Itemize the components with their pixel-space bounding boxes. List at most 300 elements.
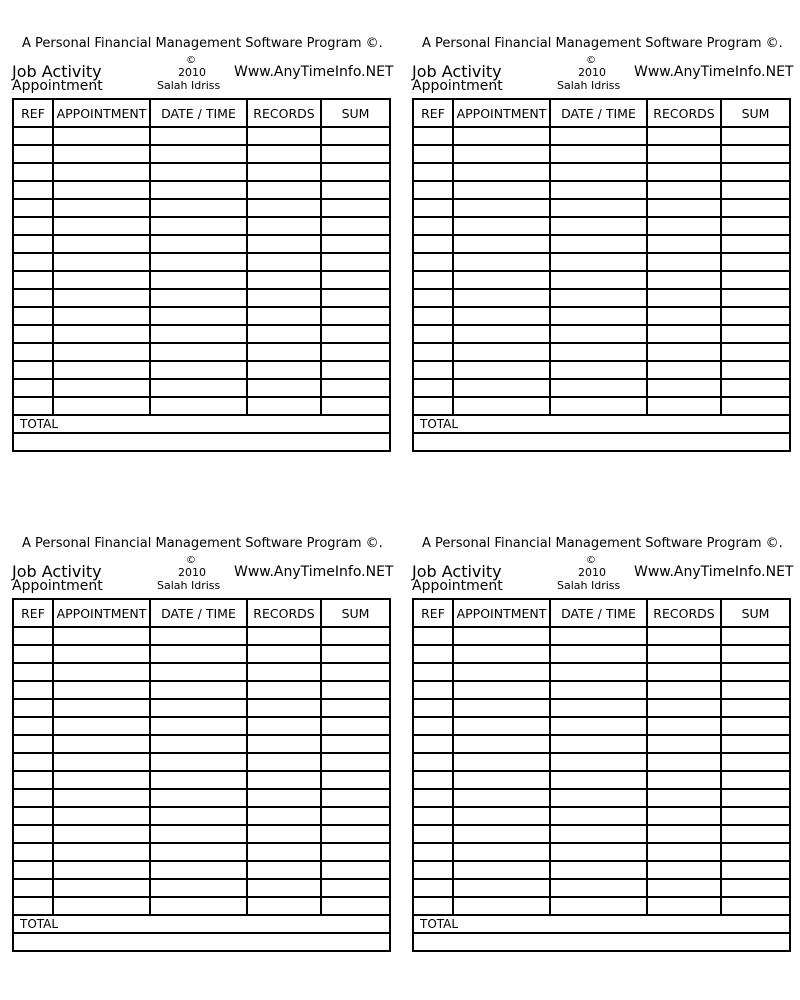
cell-date-time[interactable] [150,807,247,825]
cell-sum[interactable] [321,753,390,771]
cell-appointment[interactable] [453,181,550,199]
cell-sum[interactable] [721,843,790,861]
cell-ref[interactable] [13,861,53,879]
cell-sum[interactable] [321,397,390,415]
cell-date-time[interactable] [550,789,647,807]
cell-appointment[interactable] [453,735,550,753]
cell-ref[interactable] [413,771,453,789]
cell-records[interactable] [247,379,321,397]
cell-appointment[interactable] [453,325,550,343]
cell-records[interactable] [647,397,721,415]
cell-date-time[interactable] [550,145,647,163]
cell-sum[interactable] [321,897,390,915]
cell-date-time[interactable] [150,145,247,163]
cell-ref[interactable] [413,789,453,807]
cell-appointment[interactable] [453,235,550,253]
cell-ref[interactable] [413,663,453,681]
cell-sum[interactable] [721,627,790,645]
cell-records[interactable] [647,307,721,325]
cell-date-time[interactable] [550,753,647,771]
cell-ref[interactable] [413,717,453,735]
cell-ref[interactable] [13,627,53,645]
cell-date-time[interactable] [550,217,647,235]
cell-appointment[interactable] [53,163,150,181]
cell-ref[interactable] [413,681,453,699]
cell-records[interactable] [247,343,321,361]
cell-appointment[interactable] [453,663,550,681]
cell-sum[interactable] [321,217,390,235]
cell-records[interactable] [247,807,321,825]
cell-appointment[interactable] [453,343,550,361]
cell-date-time[interactable] [550,361,647,379]
cell-appointment[interactable] [53,307,150,325]
cell-date-time[interactable] [150,397,247,415]
cell-ref[interactable] [413,379,453,397]
cell-appointment[interactable] [53,879,150,897]
cell-date-time[interactable] [150,289,247,307]
cell-date-time[interactable] [550,397,647,415]
total-value-cell[interactable] [13,433,390,451]
cell-records[interactable] [247,879,321,897]
cell-date-time[interactable] [150,825,247,843]
cell-records[interactable] [247,271,321,289]
cell-records[interactable] [247,307,321,325]
cell-appointment[interactable] [53,735,150,753]
cell-ref[interactable] [13,361,53,379]
cell-date-time[interactable] [550,289,647,307]
cell-records[interactable] [647,681,721,699]
cell-records[interactable] [647,235,721,253]
cell-records[interactable] [247,627,321,645]
cell-sum[interactable] [321,163,390,181]
cell-date-time[interactable] [550,627,647,645]
cell-appointment[interactable] [453,699,550,717]
cell-appointment[interactable] [453,717,550,735]
cell-appointment[interactable] [53,789,150,807]
cell-appointment[interactable] [53,397,150,415]
cell-records[interactable] [647,379,721,397]
cell-records[interactable] [247,397,321,415]
cell-ref[interactable] [13,663,53,681]
cell-ref[interactable] [413,145,453,163]
cell-date-time[interactable] [550,771,647,789]
cell-appointment[interactable] [53,717,150,735]
cell-date-time[interactable] [150,271,247,289]
cell-date-time[interactable] [150,789,247,807]
cell-sum[interactable] [321,681,390,699]
cell-ref[interactable] [413,235,453,253]
cell-records[interactable] [647,627,721,645]
cell-sum[interactable] [721,753,790,771]
cell-ref[interactable] [13,325,53,343]
cell-ref[interactable] [413,397,453,415]
cell-appointment[interactable] [453,645,550,663]
cell-records[interactable] [247,217,321,235]
cell-sum[interactable] [321,361,390,379]
cell-records[interactable] [647,145,721,163]
cell-appointment[interactable] [453,879,550,897]
cell-ref[interactable] [413,807,453,825]
cell-appointment[interactable] [53,325,150,343]
cell-ref[interactable] [413,897,453,915]
cell-appointment[interactable] [453,127,550,145]
cell-date-time[interactable] [150,771,247,789]
cell-sum[interactable] [721,879,790,897]
cell-ref[interactable] [13,699,53,717]
cell-sum[interactable] [321,717,390,735]
cell-sum[interactable] [321,253,390,271]
cell-appointment[interactable] [453,199,550,217]
cell-records[interactable] [647,861,721,879]
cell-ref[interactable] [413,861,453,879]
cell-records[interactable] [247,771,321,789]
cell-records[interactable] [647,843,721,861]
cell-ref[interactable] [13,843,53,861]
cell-records[interactable] [647,663,721,681]
cell-ref[interactable] [413,325,453,343]
cell-date-time[interactable] [150,181,247,199]
cell-date-time[interactable] [150,627,247,645]
cell-appointment[interactable] [53,645,150,663]
cell-records[interactable] [247,789,321,807]
cell-date-time[interactable] [550,861,647,879]
cell-ref[interactable] [413,289,453,307]
cell-date-time[interactable] [550,807,647,825]
cell-appointment[interactable] [53,181,150,199]
cell-ref[interactable] [413,753,453,771]
cell-sum[interactable] [721,379,790,397]
cell-ref[interactable] [413,163,453,181]
cell-sum[interactable] [321,879,390,897]
cell-ref[interactable] [413,127,453,145]
cell-date-time[interactable] [150,897,247,915]
cell-date-time[interactable] [150,753,247,771]
cell-records[interactable] [247,325,321,343]
cell-appointment[interactable] [53,897,150,915]
cell-ref[interactable] [13,879,53,897]
cell-ref[interactable] [413,879,453,897]
cell-ref[interactable] [13,145,53,163]
cell-sum[interactable] [321,181,390,199]
cell-sum[interactable] [721,861,790,879]
cell-ref[interactable] [413,217,453,235]
cell-sum[interactable] [321,325,390,343]
cell-ref[interactable] [13,307,53,325]
cell-ref[interactable] [413,843,453,861]
cell-date-time[interactable] [550,199,647,217]
cell-sum[interactable] [321,145,390,163]
cell-sum[interactable] [721,271,790,289]
cell-date-time[interactable] [550,163,647,181]
cell-date-time[interactable] [550,735,647,753]
cell-sum[interactable] [321,735,390,753]
cell-appointment[interactable] [53,681,150,699]
cell-date-time[interactable] [150,127,247,145]
cell-appointment[interactable] [53,289,150,307]
cell-ref[interactable] [13,735,53,753]
cell-sum[interactable] [721,217,790,235]
cell-date-time[interactable] [550,325,647,343]
cell-ref[interactable] [13,397,53,415]
cell-date-time[interactable] [550,645,647,663]
cell-sum[interactable] [721,825,790,843]
cell-sum[interactable] [721,253,790,271]
total-value-cell[interactable] [413,933,790,951]
cell-appointment[interactable] [53,699,150,717]
cell-ref[interactable] [413,735,453,753]
cell-records[interactable] [247,253,321,271]
cell-records[interactable] [647,253,721,271]
cell-ref[interactable] [13,127,53,145]
cell-sum[interactable] [721,181,790,199]
cell-records[interactable] [647,699,721,717]
cell-sum[interactable] [721,789,790,807]
cell-records[interactable] [247,663,321,681]
cell-appointment[interactable] [53,807,150,825]
cell-ref[interactable] [13,825,53,843]
cell-sum[interactable] [721,307,790,325]
cell-records[interactable] [247,361,321,379]
cell-records[interactable] [247,861,321,879]
cell-ref[interactable] [13,717,53,735]
cell-sum[interactable] [721,163,790,181]
cell-sum[interactable] [321,843,390,861]
total-value-cell[interactable] [13,933,390,951]
cell-sum[interactable] [721,397,790,415]
cell-ref[interactable] [13,789,53,807]
total-value-cell[interactable] [413,433,790,451]
cell-records[interactable] [247,199,321,217]
cell-date-time[interactable] [550,253,647,271]
cell-records[interactable] [247,235,321,253]
cell-records[interactable] [247,843,321,861]
cell-appointment[interactable] [453,307,550,325]
cell-date-time[interactable] [150,325,247,343]
cell-records[interactable] [647,879,721,897]
cell-appointment[interactable] [53,825,150,843]
cell-date-time[interactable] [150,343,247,361]
cell-ref[interactable] [413,645,453,663]
cell-date-time[interactable] [550,879,647,897]
cell-date-time[interactable] [550,235,647,253]
cell-appointment[interactable] [453,627,550,645]
cell-date-time[interactable] [150,735,247,753]
cell-appointment[interactable] [453,789,550,807]
cell-sum[interactable] [721,325,790,343]
cell-ref[interactable] [13,807,53,825]
cell-appointment[interactable] [53,843,150,861]
cell-sum[interactable] [321,789,390,807]
cell-date-time[interactable] [550,379,647,397]
cell-sum[interactable] [321,271,390,289]
cell-records[interactable] [247,897,321,915]
cell-date-time[interactable] [550,307,647,325]
cell-appointment[interactable] [53,235,150,253]
cell-sum[interactable] [721,199,790,217]
cell-sum[interactable] [721,897,790,915]
cell-records[interactable] [647,361,721,379]
cell-appointment[interactable] [453,681,550,699]
cell-records[interactable] [647,199,721,217]
cell-records[interactable] [647,343,721,361]
cell-sum[interactable] [321,289,390,307]
cell-records[interactable] [647,289,721,307]
cell-date-time[interactable] [550,825,647,843]
cell-appointment[interactable] [453,271,550,289]
cell-appointment[interactable] [53,379,150,397]
cell-records[interactable] [647,217,721,235]
cell-sum[interactable] [721,807,790,825]
cell-date-time[interactable] [150,879,247,897]
cell-records[interactable] [247,145,321,163]
cell-date-time[interactable] [150,217,247,235]
cell-ref[interactable] [413,825,453,843]
cell-ref[interactable] [13,289,53,307]
cell-ref[interactable] [13,771,53,789]
cell-ref[interactable] [13,199,53,217]
cell-records[interactable] [647,735,721,753]
cell-sum[interactable] [721,343,790,361]
cell-sum[interactable] [721,663,790,681]
cell-appointment[interactable] [53,127,150,145]
cell-ref[interactable] [13,253,53,271]
cell-ref[interactable] [413,199,453,217]
cell-date-time[interactable] [550,181,647,199]
cell-appointment[interactable] [53,253,150,271]
cell-date-time[interactable] [150,379,247,397]
cell-sum[interactable] [321,379,390,397]
cell-date-time[interactable] [150,645,247,663]
cell-date-time[interactable] [150,681,247,699]
cell-sum[interactable] [721,361,790,379]
cell-ref[interactable] [13,343,53,361]
cell-ref[interactable] [413,253,453,271]
cell-records[interactable] [247,717,321,735]
cell-appointment[interactable] [53,361,150,379]
cell-date-time[interactable] [550,699,647,717]
cell-sum[interactable] [721,735,790,753]
cell-records[interactable] [247,681,321,699]
cell-records[interactable] [647,163,721,181]
cell-ref[interactable] [13,753,53,771]
cell-appointment[interactable] [53,145,150,163]
cell-records[interactable] [647,807,721,825]
cell-sum[interactable] [721,289,790,307]
cell-sum[interactable] [321,807,390,825]
cell-date-time[interactable] [150,235,247,253]
cell-date-time[interactable] [150,843,247,861]
cell-records[interactable] [247,181,321,199]
cell-date-time[interactable] [550,843,647,861]
cell-appointment[interactable] [53,271,150,289]
cell-ref[interactable] [413,271,453,289]
cell-ref[interactable] [13,681,53,699]
cell-ref[interactable] [13,181,53,199]
cell-date-time[interactable] [150,699,247,717]
cell-records[interactable] [247,753,321,771]
cell-ref[interactable] [13,271,53,289]
cell-sum[interactable] [321,825,390,843]
cell-date-time[interactable] [150,361,247,379]
cell-sum[interactable] [721,699,790,717]
cell-sum[interactable] [321,771,390,789]
cell-ref[interactable] [13,897,53,915]
cell-sum[interactable] [321,645,390,663]
cell-sum[interactable] [321,627,390,645]
cell-appointment[interactable] [453,843,550,861]
cell-records[interactable] [247,825,321,843]
cell-appointment[interactable] [453,217,550,235]
cell-records[interactable] [647,897,721,915]
cell-records[interactable] [647,771,721,789]
cell-records[interactable] [247,127,321,145]
cell-records[interactable] [647,181,721,199]
cell-sum[interactable] [721,717,790,735]
cell-records[interactable] [247,645,321,663]
cell-sum[interactable] [721,127,790,145]
cell-appointment[interactable] [453,753,550,771]
cell-sum[interactable] [721,645,790,663]
cell-appointment[interactable] [453,379,550,397]
cell-appointment[interactable] [453,361,550,379]
cell-appointment[interactable] [53,753,150,771]
cell-records[interactable] [247,289,321,307]
cell-appointment[interactable] [453,897,550,915]
cell-date-time[interactable] [150,307,247,325]
cell-date-time[interactable] [550,897,647,915]
cell-sum[interactable] [321,861,390,879]
cell-date-time[interactable] [550,663,647,681]
cell-appointment[interactable] [453,163,550,181]
cell-records[interactable] [247,735,321,753]
cell-ref[interactable] [413,181,453,199]
cell-sum[interactable] [321,127,390,145]
cell-ref[interactable] [413,627,453,645]
cell-appointment[interactable] [53,663,150,681]
cell-date-time[interactable] [550,717,647,735]
cell-sum[interactable] [721,145,790,163]
cell-appointment[interactable] [53,217,150,235]
cell-records[interactable] [647,645,721,663]
cell-ref[interactable] [13,379,53,397]
cell-sum[interactable] [321,199,390,217]
cell-sum[interactable] [721,681,790,699]
cell-date-time[interactable] [550,127,647,145]
cell-sum[interactable] [321,235,390,253]
cell-appointment[interactable] [453,397,550,415]
cell-date-time[interactable] [150,199,247,217]
cell-appointment[interactable] [53,343,150,361]
cell-ref[interactable] [13,645,53,663]
cell-ref[interactable] [413,699,453,717]
cell-date-time[interactable] [150,861,247,879]
cell-date-time[interactable] [150,163,247,181]
cell-ref[interactable] [13,163,53,181]
cell-date-time[interactable] [550,271,647,289]
cell-appointment[interactable] [453,807,550,825]
cell-records[interactable] [647,127,721,145]
cell-appointment[interactable] [53,861,150,879]
cell-date-time[interactable] [150,717,247,735]
cell-sum[interactable] [721,235,790,253]
cell-ref[interactable] [413,307,453,325]
cell-records[interactable] [647,789,721,807]
cell-appointment[interactable] [453,771,550,789]
cell-records[interactable] [647,325,721,343]
cell-sum[interactable] [321,307,390,325]
cell-date-time[interactable] [150,663,247,681]
cell-sum[interactable] [721,771,790,789]
